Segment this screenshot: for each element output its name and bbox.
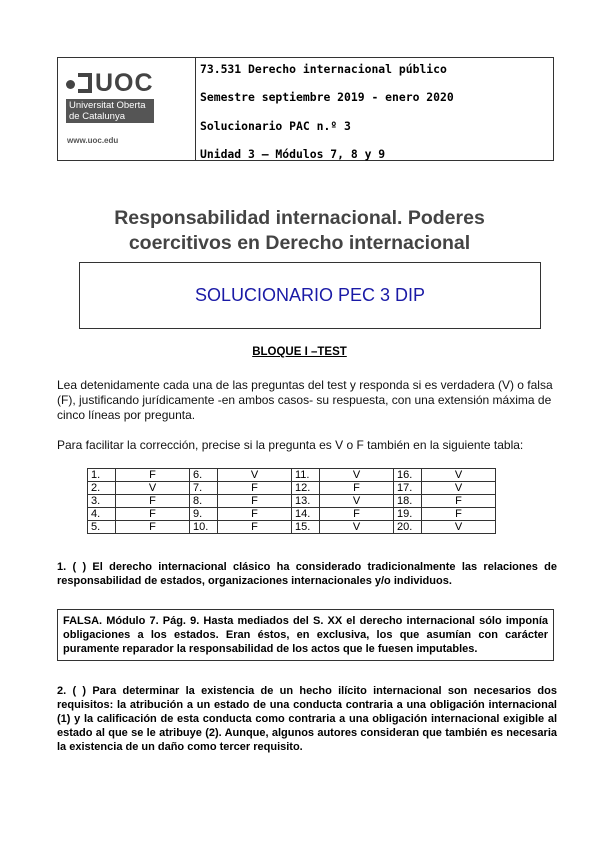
question-number-cell: 16. xyxy=(394,469,422,482)
answer-value-cell: F xyxy=(218,521,292,534)
answer-value-cell: V xyxy=(320,495,394,508)
answer-value-cell: V xyxy=(320,521,394,534)
banner-text: SOLUCIONARIO PEC 3 DIP xyxy=(194,285,426,305)
question-number-cell: 14. xyxy=(292,508,320,521)
document-title xyxy=(0,206,599,256)
question-number-cell: 7. xyxy=(190,482,218,495)
answer-value-cell: F xyxy=(320,508,394,521)
question-2: 2. ( ) Para determinar la existencia de un hecho ilícito internacional son necesarios dos requisitos: la atribución a un estado de una conducta contraria a una obligación internacional (1) y la calificación de esta conducta como contraria a una obligación internacional exigible al estado al que se le atribuye (2). Aunque, algunos autores consideran que también es necesaria la existencia de un daño como tercer requisito. xyxy=(57,685,557,753)
answers-table xyxy=(87,468,496,534)
table-row xyxy=(88,469,496,482)
answer-value-cell: F xyxy=(218,508,292,521)
question-number-cell: 12. xyxy=(292,482,320,495)
question-number-cell: 10. xyxy=(190,521,218,534)
question-number-cell: 15. xyxy=(292,521,320,534)
answer-value-cell: V xyxy=(116,482,190,495)
answer-value-cell: F xyxy=(116,521,190,534)
question-number-cell: 8. xyxy=(190,495,218,508)
question-number-cell: 5. xyxy=(88,521,116,534)
title-line-2: coercitivos en Derecho internacional xyxy=(128,232,471,254)
table-row xyxy=(88,521,496,534)
answer-value-cell: V xyxy=(422,521,496,534)
answer-1-box xyxy=(57,609,554,661)
question-number-cell: 9. xyxy=(190,508,218,521)
table-instructions: Para facilitar la corrección, precise si la pregunta es V o F también en la siguiente tabla: xyxy=(57,438,524,452)
answer-value-cell: F xyxy=(218,482,292,495)
question-number-cell: 4. xyxy=(88,508,116,521)
uoc-logo xyxy=(58,58,196,160)
unit-label: Unidad 3 – Módulos 7, 8 y 9 xyxy=(200,147,386,161)
table-row xyxy=(88,482,496,495)
section-heading: BLOQUE I –TEST xyxy=(252,346,347,358)
answer-1: FALSA. Módulo 7. Pág. 9. Hasta mediados del S. XX el derecho internacional sólo imponía obligaciones a los estados. Eran éstos, en exclusiva, los que asumían con carácter puramente reparador la responsabilidad de los actos que le fuesen imputables. xyxy=(63,615,548,655)
answer-value-cell: F xyxy=(116,508,190,521)
title-line-1: Responsabilidad internacional. Poderes xyxy=(114,207,485,229)
answer-value-cell: F xyxy=(116,495,190,508)
solucionario-banner xyxy=(79,262,541,329)
answer-value-cell: F xyxy=(116,469,190,482)
answer-value-cell: V xyxy=(218,469,292,482)
table-row xyxy=(88,508,496,521)
question-number-cell: 3. xyxy=(88,495,116,508)
answer-value-cell: V xyxy=(320,469,394,482)
answer-value-cell: V xyxy=(422,469,496,482)
answer-value-cell: F xyxy=(320,482,394,495)
document-header xyxy=(57,57,554,161)
answer-value-cell: F xyxy=(422,495,496,508)
course-name: 73.531 Derecho internacional público xyxy=(200,62,447,76)
logo-dot-icon xyxy=(66,80,75,89)
logo-url: www.uoc.edu xyxy=(67,136,119,145)
question-number-cell: 2. xyxy=(88,482,116,495)
instructions: Lea detenidamente cada una de las preguntas del test y responda si es verdadera (V) o falsa (F), justificando jurídicamente -en ambos casos- su respuesta, con una extensión máxima de cinco líneas por pregunta. xyxy=(57,378,553,422)
question-number-cell: 13. xyxy=(292,495,320,508)
course-info xyxy=(195,58,553,160)
answer-value-cell: F xyxy=(218,495,292,508)
logo-line2: de Catalunya xyxy=(69,111,125,122)
question-number-cell: 19. xyxy=(394,508,422,521)
answer-value-cell: V xyxy=(422,482,496,495)
logo-name: UOC xyxy=(95,69,154,97)
question-number-cell: 6. xyxy=(190,469,218,482)
question-number-cell: 11. xyxy=(292,469,320,482)
question-number-cell: 20. xyxy=(394,521,422,534)
answer-value-cell: F xyxy=(422,508,496,521)
logo-bracket-icon xyxy=(78,73,92,93)
solucionario-label: Solucionario PAC n.º 3 xyxy=(200,119,351,133)
question-number-cell: 18. xyxy=(394,495,422,508)
question-number-cell: 1. xyxy=(88,469,116,482)
question-number-cell: 17. xyxy=(394,482,422,495)
semester: Semestre septiembre 2019 - enero 2020 xyxy=(200,90,454,104)
logo-line1: Universitat Oberta xyxy=(69,100,146,111)
table-row xyxy=(88,495,496,508)
question-1: 1. ( ) El derecho internacional clásico ha considerado tradicionalmente las relaciones de responsabilidad de estados, organizaciones internacionales y/o individuos. xyxy=(57,561,557,587)
